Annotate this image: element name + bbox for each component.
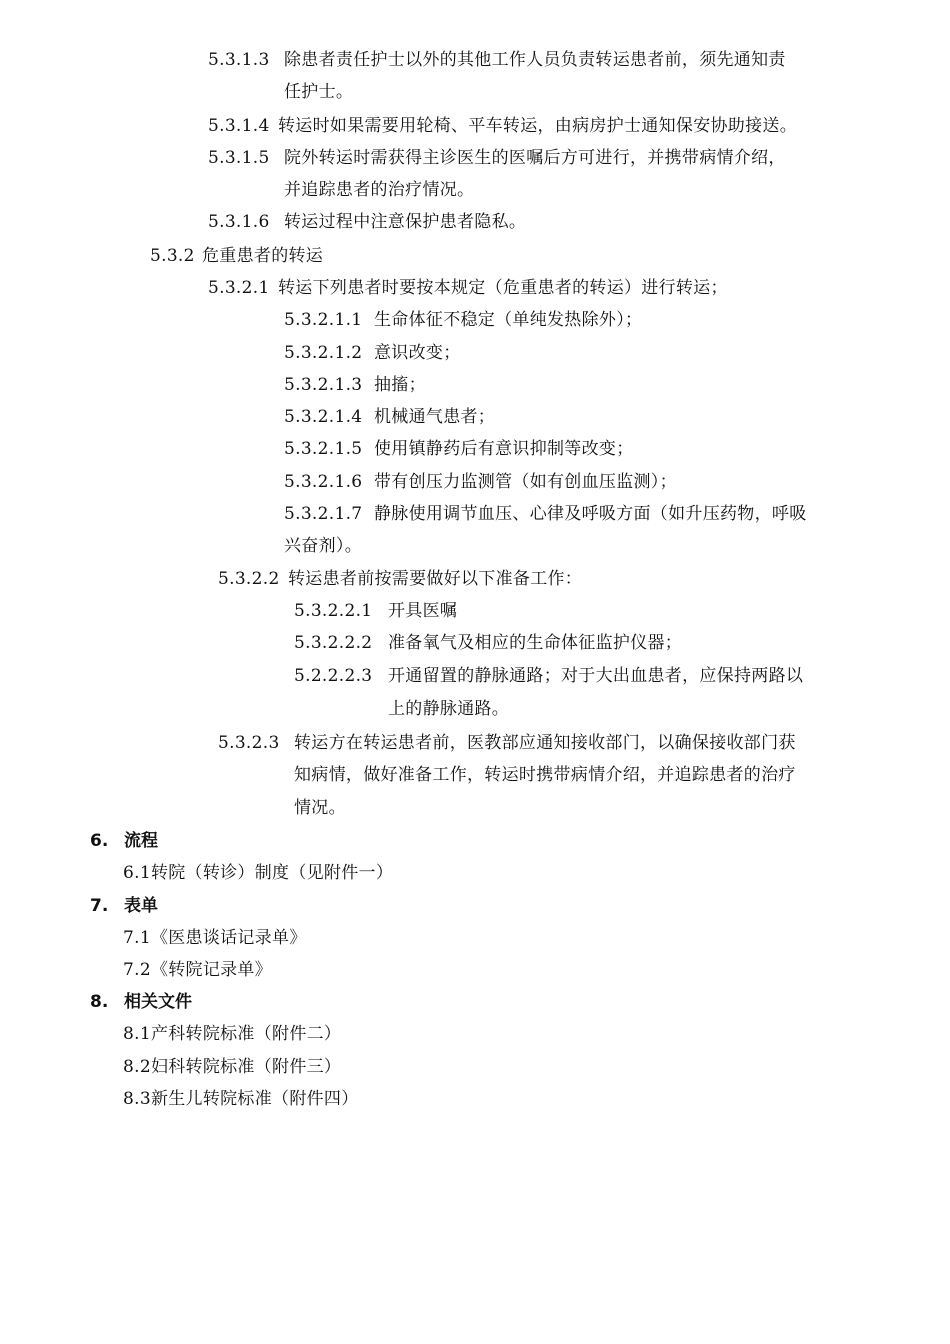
prep-item-5-3-2-2-1 [294, 599, 457, 623]
section-title: 流程 [124, 831, 158, 851]
item-7-2 [123, 958, 272, 982]
item-text: 转运过程中注意保护患者隐私。 [284, 212, 527, 232]
item-number: 5.3.2.1.2 [284, 343, 363, 363]
item-5-3-2-1 [208, 276, 728, 300]
item-text: 院外转运时需获得主诊医生的医嘱后方可进行，并携带病情介绍， [284, 148, 786, 168]
item-text: 转运患者前按需要做好以下准备工作： [288, 569, 583, 589]
item-text: 生命体征不稳定（单纯发热除外）； [374, 310, 643, 330]
item-number: 5.3.2.1.6 [284, 472, 363, 492]
item-5-3-2-3-line1 [218, 731, 796, 755]
item-5-3-1-4 [208, 114, 797, 138]
item-5-3-1-5-line1 [208, 146, 786, 170]
section-8-heading [90, 990, 192, 1014]
item-number: 5.3.2.2.2 [294, 633, 373, 653]
section-number: 8. [90, 992, 109, 1012]
item-number: 5.3.2.1.7 [284, 504, 363, 524]
item-5-3-1-3-line1 [208, 48, 786, 72]
item-5-3-2-2 [218, 567, 582, 591]
sub-item-5-3-2-1-7-line1 [284, 502, 807, 526]
item-number: 7.1 [123, 928, 151, 948]
item-number: 5.3.2.2.1 [294, 601, 373, 621]
item-text: 《医患谈话记录单》 [150, 928, 307, 948]
item-number: 5.3.1.4 [208, 116, 270, 136]
item-text: 使用镇静药后有意识抑制等改变； [374, 439, 634, 459]
item-text: 转运方在转运患者前，医教部应通知接收部门，以确保接收部门获 [294, 733, 796, 753]
sub-item-5-3-2-1-2 [284, 341, 461, 365]
item-text: 转院（转诊）制度（见附件一） [150, 863, 394, 883]
item-8-3 [123, 1087, 359, 1111]
item-number: 5.2.2.2.3 [294, 666, 373, 686]
item-7-1 [123, 926, 307, 950]
prep-item-5-2-2-2-3-line2 [388, 697, 509, 721]
section-title: 危重患者的转运 [202, 246, 324, 266]
section-6-heading [90, 829, 158, 853]
item-text: 新生儿转院标准（附件四） [150, 1089, 359, 1109]
item-text-continued: 兴奋剂）。 [284, 536, 362, 556]
sub-item-5-3-2-1-4 [284, 405, 495, 429]
item-number: 5.3.1.3 [208, 50, 270, 70]
item-number: 5.3.1.6 [208, 212, 270, 232]
item-5-3-1-3-line2 [284, 80, 353, 104]
item-number: 5.3.2.1 [208, 278, 270, 298]
item-text: 《转院记录单》 [150, 960, 273, 980]
item-5-3-2-3-line3 [294, 796, 346, 820]
item-5-3-1-6 [208, 210, 526, 234]
item-text: 机械通气患者； [374, 407, 496, 427]
item-number: 5.3.2.1.3 [284, 375, 363, 395]
item-text-continued: 知病情，做好准备工作，转运时携带病情介绍，并追踪患者的治疗 [294, 765, 796, 785]
item-5-3-1-5-line2 [284, 178, 474, 202]
item-text: 妇科转院标准（附件三） [150, 1057, 342, 1077]
item-number: 5.3.2.1.4 [284, 407, 363, 427]
item-number: 7.2 [123, 960, 151, 980]
item-number: 8.1 [123, 1024, 151, 1044]
item-text: 带有创压力监测管（如有创血压监测）； [374, 472, 677, 492]
item-number: 5.3.2.2 [218, 569, 280, 589]
item-number: 5.3.1.5 [208, 148, 270, 168]
section-5-3-2-title [150, 244, 323, 268]
prep-item-5-3-2-2-2 [294, 631, 682, 655]
section-title: 相关文件 [124, 992, 192, 1012]
sub-item-5-3-2-1-1 [284, 308, 642, 332]
item-text: 静脉使用调节血压、心律及呼吸方面（如升压药物，呼吸 [374, 504, 807, 524]
item-text-continued: 并追踪患者的治疗情况。 [284, 180, 475, 200]
item-text: 意识改变； [374, 343, 461, 363]
item-text-continued: 情况。 [294, 798, 346, 818]
item-text: 转运下列患者时要按本规定（危重患者的转运）进行转运； [278, 278, 728, 298]
section-number: 6. [90, 831, 109, 851]
sub-item-5-3-2-1-3 [284, 373, 426, 397]
item-number: 6.1 [123, 863, 151, 883]
section-number: 5.3.2 [150, 246, 195, 266]
item-number: 5.3.2.1.1 [284, 310, 363, 330]
item-text: 开通留置的静脉通路；对于大出血患者，应保持两路以 [388, 666, 804, 686]
item-text: 产科转院标准（附件二） [150, 1024, 342, 1044]
item-text: 转运时如果需要用轮椅、平车转运，由病房护士通知保安协助接送。 [278, 116, 797, 136]
prep-item-5-2-2-2-3-line1 [294, 664, 803, 688]
item-5-3-2-3-line2 [294, 763, 796, 787]
item-number: 8.3 [123, 1089, 151, 1109]
item-number: 5.3.2.1.5 [284, 439, 363, 459]
item-text: 开具医嘱 [388, 601, 458, 621]
item-text-continued: 上的静脉通路。 [388, 699, 510, 719]
item-number: 5.3.2.3 [218, 733, 280, 753]
item-text-continued: 任护士。 [284, 82, 354, 102]
sub-item-5-3-2-1-7-line2 [284, 534, 362, 558]
item-8-1 [123, 1022, 341, 1046]
sub-item-5-3-2-1-5 [284, 437, 634, 461]
section-7-heading [90, 894, 158, 918]
item-text: 准备氧气及相应的生命体征监护仪器； [388, 633, 683, 653]
item-8-2 [123, 1055, 341, 1079]
item-text: 抽搐； [374, 375, 426, 395]
item-text: 除患者责任护士以外的其他工作人员负责转运患者前，须先通知责 [284, 50, 786, 70]
sub-item-5-3-2-1-6 [284, 470, 677, 494]
section-number: 7. [90, 896, 109, 916]
item-6-1 [123, 861, 393, 885]
section-title: 表单 [124, 896, 158, 916]
item-number: 8.2 [123, 1057, 151, 1077]
